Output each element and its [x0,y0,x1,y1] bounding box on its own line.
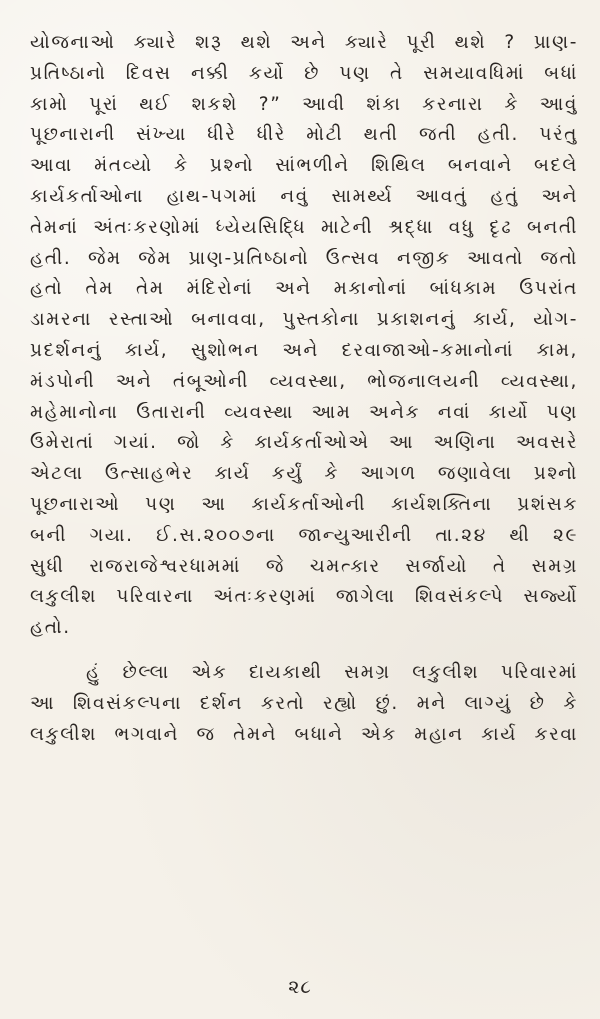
text-line: પૂછનારાની સંખ્યા ધીરે ધીરે મોટી થતી જતી હતી. પરંતુ [30,124,578,146]
text-line: પ્રતિષ્ઠાનો દિવસ નક્કી કર્યો છે પણ તે સમયાવધિમાં બધાં [30,62,578,84]
text-line: લકુલીશ પરિવારના અંતઃકરણમાં જાગેલા શિવસંકલ્પે સર્જ્યો [30,586,578,608]
text-line: લકુલીશ ભગવાને જ તેમને બધાને એક મહાન કાર્ય કરવા [30,723,578,745]
body-text [30,28,578,750]
text-line: કાર્યકર્તાઓના હાથ-પગમાં નવું સામર્થ્ય આવતું હતું અને [30,185,578,207]
text-line: હું છેલ્લા એક દાયકાથી સમગ્ર લકુલીશ પરિવારમાં [86,661,578,683]
text-line: યોજનાઓ ક્યારે શરૂ થશે અને ક્યારે પૂરી થશે ? પ્રાણ- [30,32,578,53]
text-line: સુધી રાજરાજેશ્વરધામમાં જે ચમત્કાર સર્જાયો તે સમગ્ર [30,555,578,577]
text-line: ડામરના રસ્તાઓ બનાવવા, પુસ્તકોના પ્રકાશનનું કાર્ય, યોગ- [30,309,578,331]
text-line: પૂછનારાઓ પણ આ કાર્યકર્તાઓની કાર્યશક્તિના પ્રશંસક [30,493,578,515]
text-line: આવા મંતવ્યો કે પ્રશ્નો સાંભળીને શિથિલ બનવાને બદલે [30,155,578,177]
text-line: બની ગયા. ઈ.સ.૨૦૦૭ના જાન્યુઆરીની તા.૨૪ થી ૨૯ [30,524,578,546]
text-line: મહેમાનોના ઉતારાની વ્યવસ્થા આમ અનેક નવાં કાર્યો પણ [30,401,578,423]
text-line: હતો. [30,617,71,639]
text-line: હતી. જેમ જેમ પ્રાણ-પ્રતિષ્ઠાનો ઉત્સવ નજીક આવતો જતો [30,247,578,269]
text-line: મંડપોની અને તંબૂઓની વ્યવસ્થા, ભોજનાલયની વ્યવસ્થા, [30,370,578,392]
text-line: તેમનાં અંતઃકરણોમાં ધ્યેયસિદ્ધિ માટેની શ્રદ્ધા વધુ દૃઢ બનતી [30,216,578,238]
text-line: આ શિવસંકલ્પના દર્શન કરતો રહ્યો છું. મને લાગ્યું છે કે [30,692,578,714]
text-line: ઉમેરાતાં ગયાં. જો કે કાર્યકર્તાઓએ આ અણિના અવસરે [30,432,578,454]
paragraph-2 [30,658,578,750]
text-line: હતો તેમ તેમ મંદિરોનાં અને મકાનોનાં બાંધકામ ઉપરાંત [30,278,578,300]
text-line: પ્રદર્શનનું કાર્ય, સુશોભન અને દરવાજાઓ-કમાનોનાં કામ, [30,339,578,361]
text-line: કામો પૂરાં થઈ શકશે ?” આવી શંકા કરનારા કે આવું [30,93,578,115]
page-number: ૨૮ [288,976,312,998]
text-line: એટલા ઉત્સાહભેર કાર્ય કર્યું કે આગળ જણાવેલા પ્રશ્નો [30,463,578,485]
paragraph-1 [30,28,578,644]
show-through-text [0,780,600,850]
